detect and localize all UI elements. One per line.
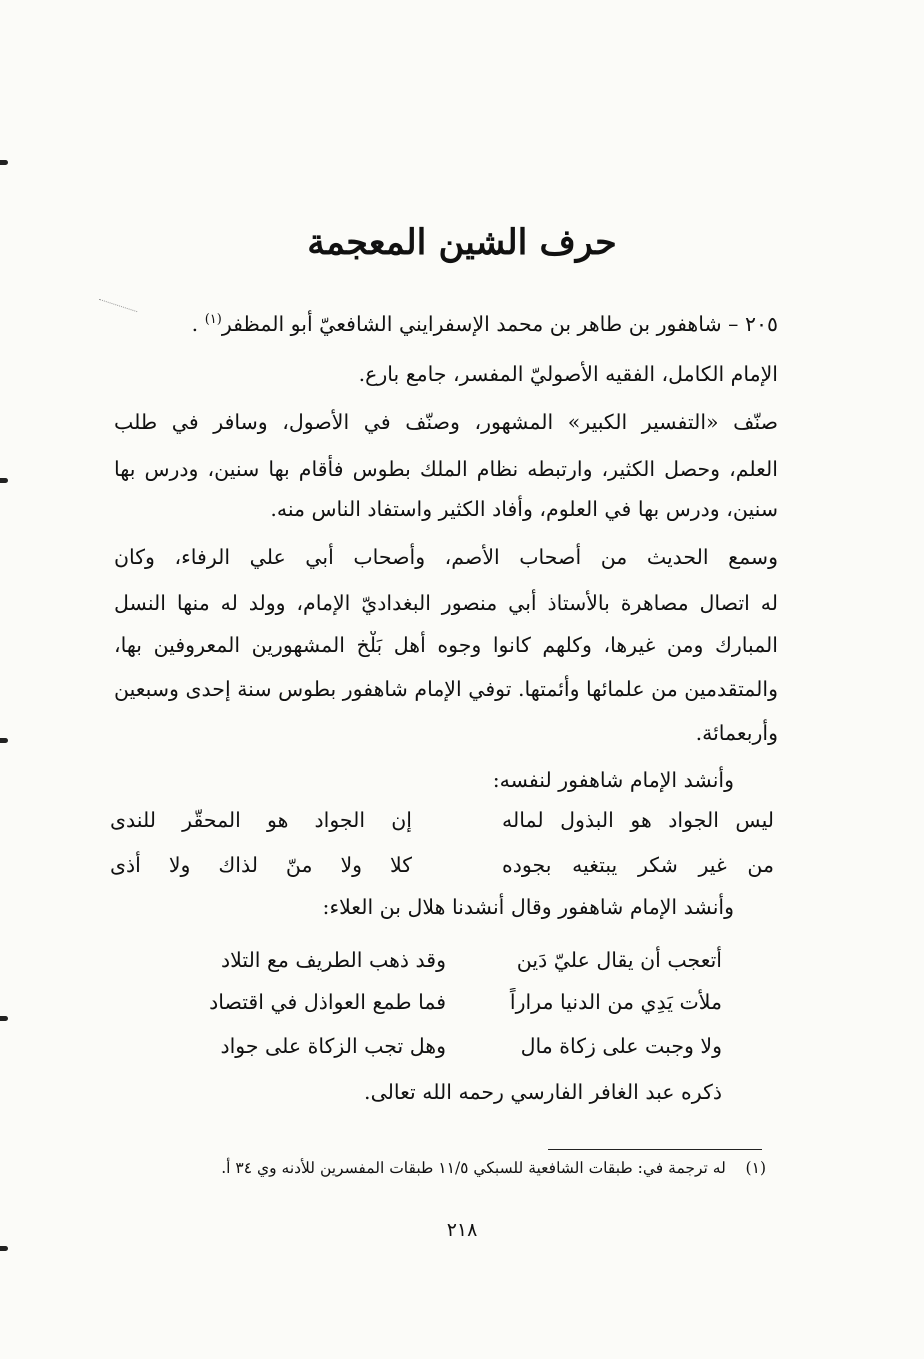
footnote-text: له ترجمة في: طبقات الشافعية للسبكي ١١/٥ طبقات المفسرين للأدنه وي ٣٤ أ. xyxy=(221,1159,726,1177)
verse-second-hemistich: فما طمع العواذل في اقتصاد xyxy=(209,990,446,1014)
verse-first-hemistich: ليس الجواد هو البذول لماله xyxy=(502,808,774,832)
verse-first-hemistich: من غير شكر يبتغيه بجوده xyxy=(502,853,774,877)
verse-first-hemistich: ولا وجبت على زكاة مال xyxy=(520,1034,722,1058)
verse-second-hemistich: إن الجواد هو المحقّر للندى xyxy=(110,808,412,832)
page-number: ٢١٨ xyxy=(446,1219,478,1241)
chapter-heading: حرف الشين المعجمة xyxy=(307,222,617,263)
verse-first-hemistich: ملأت يَدِي من الدنيا مراراً xyxy=(509,990,722,1014)
entry-heading-line xyxy=(114,310,778,338)
scan-edge-mark xyxy=(0,1246,8,1251)
poem2-intro: وأنشد الإمام شاهفور وقال أنشدنا هلال بن العلاء: xyxy=(322,895,734,919)
para2-line: له اتصال مصاهرة بالأستاذ أبي منصور البغداديّ الإمام، وولد له منها النسل xyxy=(114,591,778,615)
verse-first-hemistich: أتعجب أن يقال عليّ دَين xyxy=(516,948,722,972)
para2-line: وأربعمائة. xyxy=(695,721,778,745)
poem1-intro: وأنشد الإمام شاهفور لنفسه: xyxy=(492,768,734,792)
closing-attribution: ذكره عبد الغافر الفارسي رحمه الله تعالى. xyxy=(364,1080,722,1104)
entry-name: ٢٠٥ – شاهفور بن طاهر بن محمد الإسفرايني الشافعيّ أبو المظفر xyxy=(221,312,778,336)
entry-heading-period: . xyxy=(191,312,199,336)
scan-edge-mark xyxy=(0,1016,8,1021)
scan-edge-mark xyxy=(0,478,8,483)
para2-line: المبارك ومن غيرها، وكلهم كانوا وجوه أهل بَلْخ المشهورين المعروفين بها، xyxy=(114,633,778,657)
para2-line: وسمع الحديث من أصحاب الأصم، وأصحاب أبي علي الرفاء، وكان xyxy=(114,545,778,569)
footnote-separator xyxy=(548,1149,762,1150)
footnote-reference: (١) xyxy=(204,312,222,328)
para1-line: صنّف «التفسير الكبير» المشهور، وصنّف في الأصول، وسافر في طلب xyxy=(114,410,778,434)
scan-edge-mark xyxy=(0,160,8,165)
verse-second-hemistich: كلا ولا منّ لذاك ولا أذى xyxy=(110,853,412,877)
para2-line: والمتقدمين من علمائها وأئمتها. توفي الإمام شاهفور بطوس سنة إحدى وسبعين xyxy=(114,677,778,701)
entry-description: الإمام الكامل، الفقيه الأصوليّ المفسر، جامع بارع. xyxy=(358,362,778,386)
verse-second-hemistich: وقد ذهب الطريف مع التلاد xyxy=(221,948,446,972)
verse-second-hemistich: وهل تجب الزكاة على جواد xyxy=(220,1034,446,1058)
scan-edge-mark xyxy=(0,738,8,743)
para1-line: سنين، ودرس بها في العلوم، وأفاد الكثير واستفاد الناس منه. xyxy=(270,497,778,521)
footnote xyxy=(146,1155,766,1181)
footnote-number: (١) xyxy=(745,1159,766,1177)
para1-line: العلم، وحصل الكثير، وارتبطه نظام الملك بطوس فأقام بها سنين، ودرس بها xyxy=(114,457,778,481)
